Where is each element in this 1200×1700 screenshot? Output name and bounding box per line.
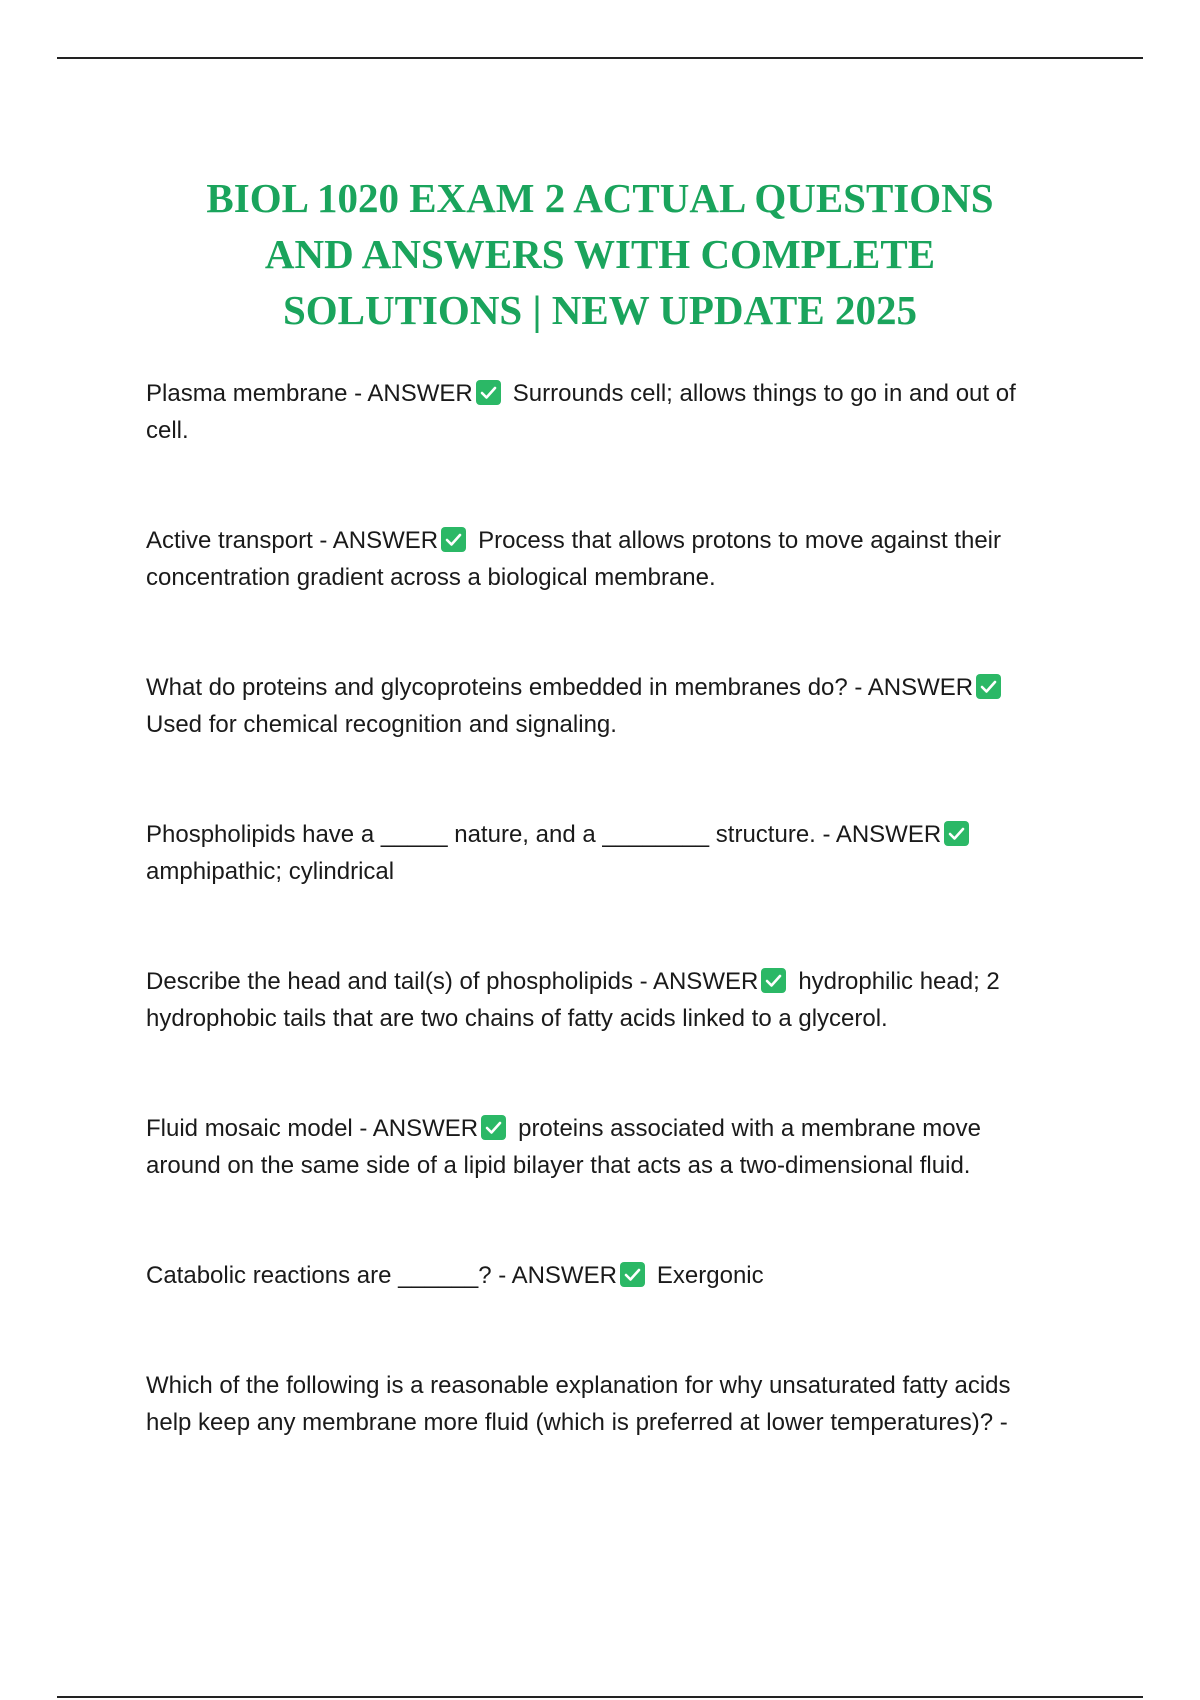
answer-text: hydrophilic head; 2 xyxy=(798,968,1000,995)
qa-item xyxy=(146,1110,1096,1184)
qa-item xyxy=(146,522,1096,596)
bottom-rule xyxy=(57,1696,1143,1698)
qa-item xyxy=(146,816,1096,890)
check-mark-icon xyxy=(976,674,1001,699)
question-text: Active transport - ANSWER xyxy=(146,527,439,554)
check-mark-icon xyxy=(481,1115,506,1140)
answer-text: cell. xyxy=(146,417,189,444)
document-title xyxy=(100,170,1100,338)
title-line: AND ANSWERS WITH COMPLETE xyxy=(264,231,936,278)
qa-item xyxy=(146,669,1096,743)
answer-text: Used for chemical recognition and signaling. xyxy=(146,711,617,738)
answer-text: Surrounds cell; allows things to go in and out of xyxy=(512,380,1016,407)
top-rule xyxy=(57,57,1143,59)
answer-text: amphipathic; cylindrical xyxy=(146,858,395,885)
check-mark-icon xyxy=(476,380,501,405)
answer-text: around on the same side of a lipid bilayer that acts as a two-dimensional fluid. xyxy=(146,1152,971,1179)
qa-item xyxy=(146,1257,1096,1294)
qa-list xyxy=(146,375,1096,1441)
answer-text: hydrophobic tails that are two chains of fatty acids linked to a glycerol. xyxy=(146,1005,888,1032)
check-mark-icon xyxy=(761,968,786,993)
qa-line xyxy=(146,1257,1096,1294)
check-mark-icon xyxy=(441,527,466,552)
question-text: Describe the head and tail(s) of phospholipids - ANSWER xyxy=(146,968,759,995)
question-text: Fluid mosaic model - ANSWER xyxy=(146,1115,479,1142)
check-mark-icon xyxy=(944,821,969,846)
question-text: Phospholipids have a _____ nature, and a ________ structure. - ANSWER xyxy=(146,821,942,848)
qa-item xyxy=(146,375,1096,449)
qa-item xyxy=(146,1367,1096,1441)
answer-text: Exergonic xyxy=(656,1262,764,1289)
answer-text: concentration gradient across a biological membrane. xyxy=(146,564,716,591)
question-text: What do proteins and glycoproteins embedded in membranes do? - ANSWER xyxy=(146,674,974,701)
check-mark-icon xyxy=(620,1262,645,1287)
qa-line xyxy=(146,963,1096,1000)
qa-line xyxy=(146,522,1096,559)
question-text: Catabolic reactions are ______? - ANSWER xyxy=(146,1262,617,1289)
qa-line xyxy=(146,669,1096,706)
title-line: SOLUTIONS | NEW UPDATE 2025 xyxy=(282,287,918,334)
qa-item xyxy=(146,963,1096,1037)
title-line: BIOL 1020 EXAM 2 ACTUAL QUESTIONS xyxy=(206,175,994,222)
question-text: Which of the following is a reasonable explanation for why unsaturated fatty acids xyxy=(146,1372,1011,1399)
answer-text: Process that allows protons to move against their xyxy=(478,527,1002,554)
question-text: Plasma membrane - ANSWER xyxy=(146,380,473,407)
answer-text: proteins associated with a membrane move xyxy=(518,1115,981,1142)
qa-line xyxy=(146,1110,1096,1147)
qa-line xyxy=(146,375,1096,412)
question-text: help keep any membrane more fluid (which is preferred at lower temperatures)? - xyxy=(146,1409,1008,1436)
qa-line xyxy=(146,816,1096,853)
